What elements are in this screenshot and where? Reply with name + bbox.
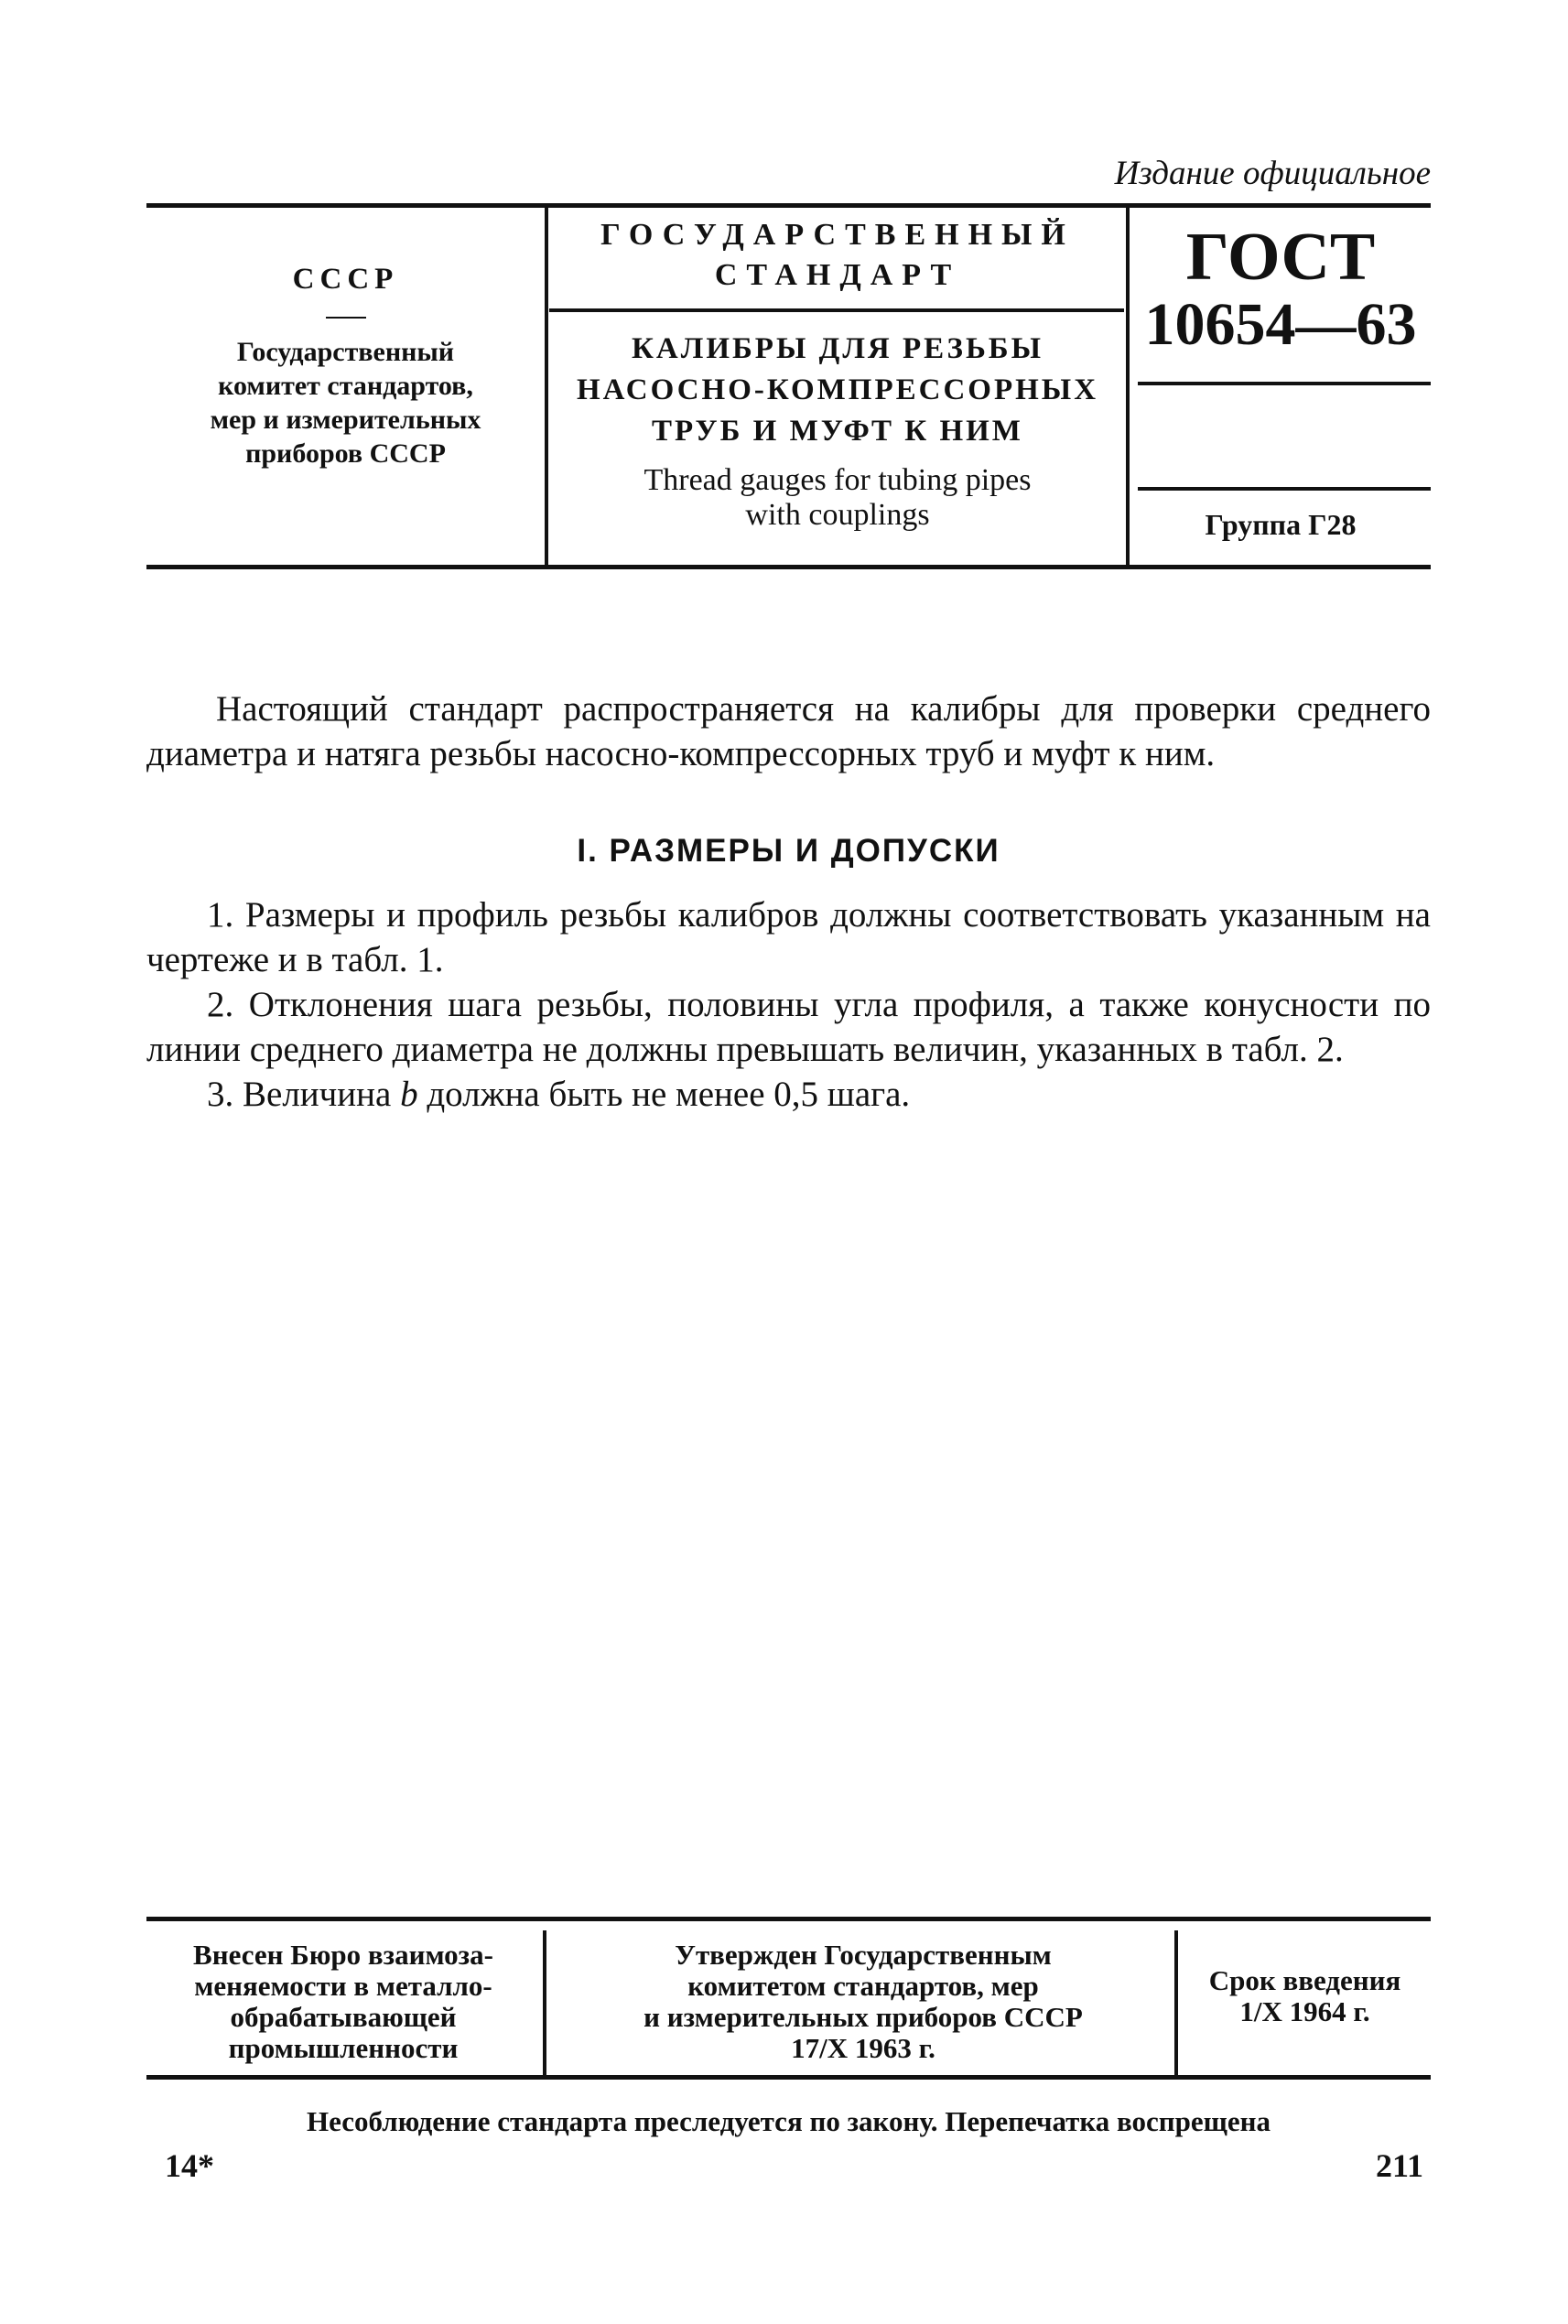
- intro-paragraph: Настоящий стандарт распространяется на калибры для проверки среднего диаметра и натяга резьбы насосно-компрессорных труб и муфт к ним.: [146, 689, 1431, 773]
- list-item: 1. Размеры и профиль резьбы калибров должны соответствовать указанным на чертеже и в табл. 1.: [146, 895, 1431, 979]
- approved-by: Утвержден Государственным комитетом стандартов, мер и измерительных приборов СССР 17/X 1963 г.: [643, 1939, 1083, 2064]
- middle-divider: [549, 308, 1124, 312]
- footer-block: [146, 1917, 1431, 2080]
- section-title: I. РАЗМЕРЫ И ДОПУСКИ: [577, 833, 1000, 869]
- submitted-by: Внесен Бюро взаимоза- меняемости в металло- обрабатывающей промышленности: [193, 1939, 493, 2064]
- header-middle-column: [549, 208, 1126, 565]
- header-left-column: [146, 208, 545, 565]
- footer-divider-2: [1174, 1930, 1178, 2075]
- effective-date: Срок введения 1/X 1964 г.: [1208, 1964, 1401, 2027]
- short-divider: [326, 317, 366, 319]
- variable-b: b: [400, 1075, 418, 1114]
- edition-label: Издание официальное: [1114, 155, 1431, 192]
- country-label: СССР: [292, 263, 399, 296]
- header-divider-2: [1126, 208, 1130, 565]
- group-label: Группа Г28: [1205, 508, 1357, 541]
- list-item: 3. Величина b должна быть не менее 0,5 шага.: [207, 1075, 911, 1114]
- footer-divider-1: [543, 1930, 546, 2075]
- title-russian: КАЛИБРЫ ДЛЯ РЕЗЬБЫ НАСОСНО-КОМПРЕССОРНЫХ ТРУБ И МУФТ К НИМ: [576, 332, 1099, 448]
- header-divider-1: [545, 208, 548, 565]
- state-standard-label: ГОСУДАРСТВЕННЫЙ СТАНДАРТ: [600, 218, 1075, 292]
- items-list: [146, 892, 1431, 1117]
- header-right-column: [1130, 208, 1431, 565]
- right-divider-2: [1138, 487, 1431, 491]
- list-item: 2. Отклонения шага резьбы, половины угла профиля, а также конусности по линии среднего диаметра не должны превышать величин, указанных в табл. 2.: [146, 985, 1431, 1069]
- gost-number: 10654—63: [1144, 291, 1417, 358]
- committee-name: Государственный комитет стандартов, мер и измерительных приборов СССР: [210, 337, 481, 469]
- right-divider-1: [1138, 382, 1431, 385]
- title-english: Thread gauges for tubing pipes with couplings: [643, 463, 1032, 532]
- page-number: 211: [1375, 2147, 1423, 2184]
- legal-notice: Несоблюдение стандарта преследуется по закону. Перепечатка воспрещена: [307, 2105, 1271, 2137]
- header-block: [146, 203, 1431, 569]
- signature-mark: 14*: [165, 2147, 214, 2184]
- gost-label: ГОСТ: [1185, 220, 1376, 295]
